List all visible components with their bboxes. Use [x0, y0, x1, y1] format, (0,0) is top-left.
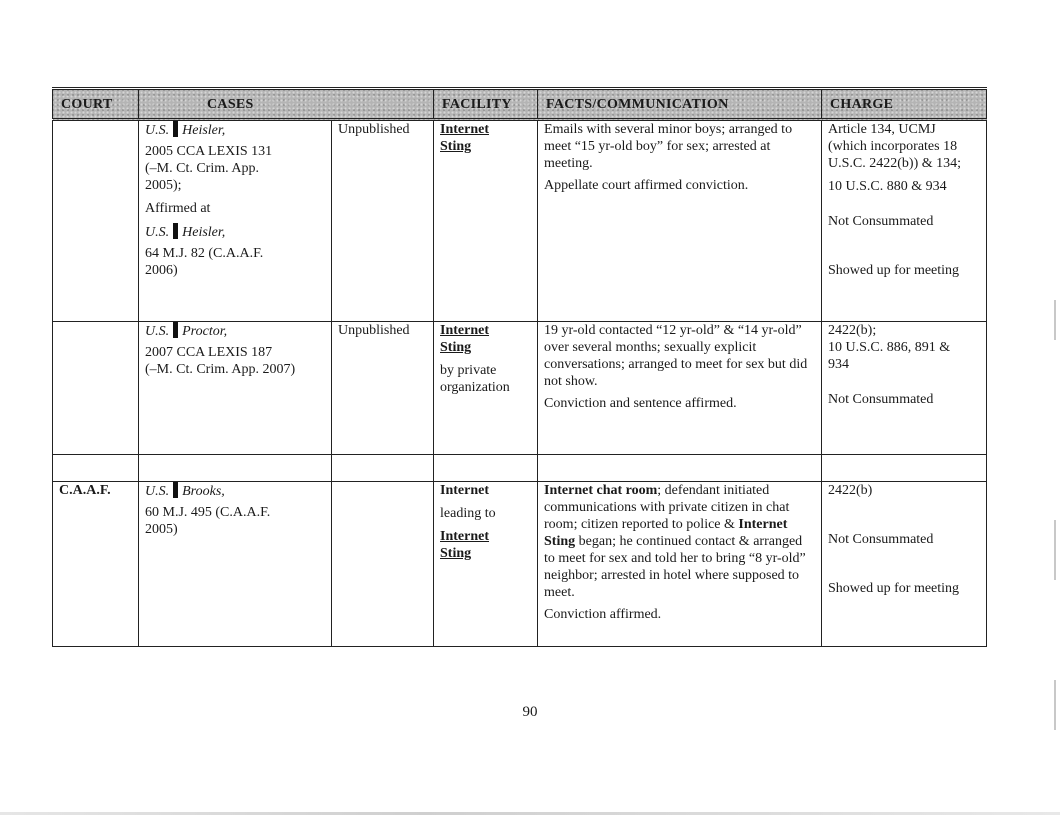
scan-mark — [1054, 300, 1056, 340]
table-row — [53, 322, 987, 455]
fact-paragraph: Internet chat room; defendant initiated communications with private citizen in chat room; citizen reported to police & Internet Sting began; he continued contact & arranged to meet for sex and told her to bring “8 yr-old” neighbor; arrested in hotel where supposed to meet. — [544, 483, 806, 600]
court-cell — [53, 120, 139, 322]
header-cases — [139, 89, 434, 120]
charge-status: Not Consummated — [828, 214, 934, 229]
header-facts: FACTS/COMMUNICATION — [538, 89, 822, 120]
case-citation-line: 60 M.J. 495 (C.A.A.F. — [145, 505, 271, 520]
header-cases-label: CASES — [207, 96, 254, 112]
court-cell: C.A.A.F. — [53, 482, 139, 647]
page-number: 90 — [522, 704, 538, 720]
publication-cell: Unpublished — [332, 322, 434, 455]
facility-line: Internet — [440, 483, 490, 498]
charge-status: Not Consummated — [828, 532, 934, 547]
scan-edge — [0, 812, 1060, 815]
empty-cell — [822, 455, 987, 482]
facts-cell — [538, 120, 822, 322]
case-cell — [139, 482, 332, 647]
publication-cell: Unpublished — [332, 120, 434, 322]
case-citation-line: 2005); — [145, 178, 182, 193]
facility-extra: by private organization — [440, 363, 510, 395]
publication-cell — [332, 482, 434, 647]
empty-cell — [332, 455, 434, 482]
header-row — [53, 89, 987, 120]
case-citation-line: (–M. Ct. Crim. App. — [145, 161, 259, 176]
case-citation-line: 2005 CCA LEXIS 131 — [145, 144, 273, 159]
case-citation-line: (–M. Ct. Crim. App. 2007) — [145, 362, 296, 377]
fact-paragraph: Emails with several minor boys; arranged to meet “15 yr-old boy” for sex; arrested at meeting. — [544, 122, 793, 171]
facility-line: Internet — [440, 323, 490, 338]
empty-cell — [434, 455, 538, 482]
charge-line: 934 — [828, 357, 850, 372]
header-facility: FACILITY — [434, 89, 538, 120]
facility-cell — [434, 482, 538, 647]
charge-line: 10 U.S.C. 886, 891 & — [828, 340, 951, 355]
affirmed-label: Affirmed at — [145, 201, 211, 216]
charge-note: Showed up for meeting — [828, 263, 960, 278]
affirmed-case-title: U.S. Heisler, — [145, 225, 226, 240]
case-title: U.S. Proctor, — [145, 324, 228, 339]
charge-cell — [822, 482, 987, 647]
case-cell — [139, 322, 332, 455]
header-court: COURT — [53, 89, 139, 120]
facts-cell — [538, 482, 822, 647]
case-title: U.S. Heisler, — [145, 123, 226, 138]
charge-status: Not Consummated — [828, 392, 934, 407]
scan-mark — [1054, 520, 1056, 580]
facility-line: Internet — [440, 122, 490, 137]
charge-cell — [822, 322, 987, 455]
court-cell — [53, 322, 139, 455]
case-title: U.S. Brooks, — [145, 484, 225, 499]
redaction-mark — [173, 482, 178, 498]
redaction-mark — [173, 322, 178, 338]
facts-cell — [538, 322, 822, 455]
scan-mark — [1054, 680, 1056, 730]
table-row — [53, 120, 987, 322]
charge-line: (which incorporates 18 — [828, 139, 958, 154]
redaction-mark — [173, 223, 178, 239]
header-charge: CHARGE — [822, 89, 987, 120]
facility-cell — [434, 120, 538, 322]
case-citation-line: 2007 CCA LEXIS 187 — [145, 345, 273, 360]
redaction-mark — [173, 121, 178, 137]
facility-cell — [434, 322, 538, 455]
charge-line: 2422(b) — [828, 483, 873, 498]
facility-line: Sting — [440, 139, 472, 154]
fact-paragraph: 19 yr-old contacted “12 yr-old” & “14 yr-old” over several months; sexually explicit conversations; arranged to meet for sex but did not show. — [544, 323, 808, 389]
facility-line: Sting — [440, 340, 472, 355]
case-citation-line: 2005) — [145, 522, 178, 537]
case-citation-line: 2006) — [145, 263, 178, 278]
table-row-empty — [53, 455, 987, 482]
empty-cell — [139, 455, 332, 482]
case-cell — [139, 120, 332, 322]
charge-line: Article 134, UCMJ — [828, 122, 936, 137]
charge-note: Showed up for meeting — [828, 581, 960, 596]
facility-line: Sting — [440, 546, 472, 561]
case-citation-line: 64 M.J. 82 (C.A.A.F. — [145, 246, 264, 261]
fact-paragraph: Conviction and sentence affirmed. — [544, 396, 737, 411]
fact-paragraph: Conviction affirmed. — [544, 607, 662, 622]
charge-statutes: 10 U.S.C. 880 & 934 — [828, 179, 947, 194]
fact-paragraph: Appellate court affirmed conviction. — [544, 178, 749, 193]
facility-line: leading to — [440, 506, 496, 521]
table-row — [53, 482, 987, 647]
charge-line: 2422(b); — [828, 323, 877, 338]
empty-cell — [538, 455, 822, 482]
facility-line: Internet — [440, 529, 490, 544]
case-table — [52, 87, 987, 647]
charge-line: U.S.C. 2422(b)) & 134; — [828, 156, 962, 171]
empty-cell — [53, 455, 139, 482]
charge-cell — [822, 120, 987, 322]
